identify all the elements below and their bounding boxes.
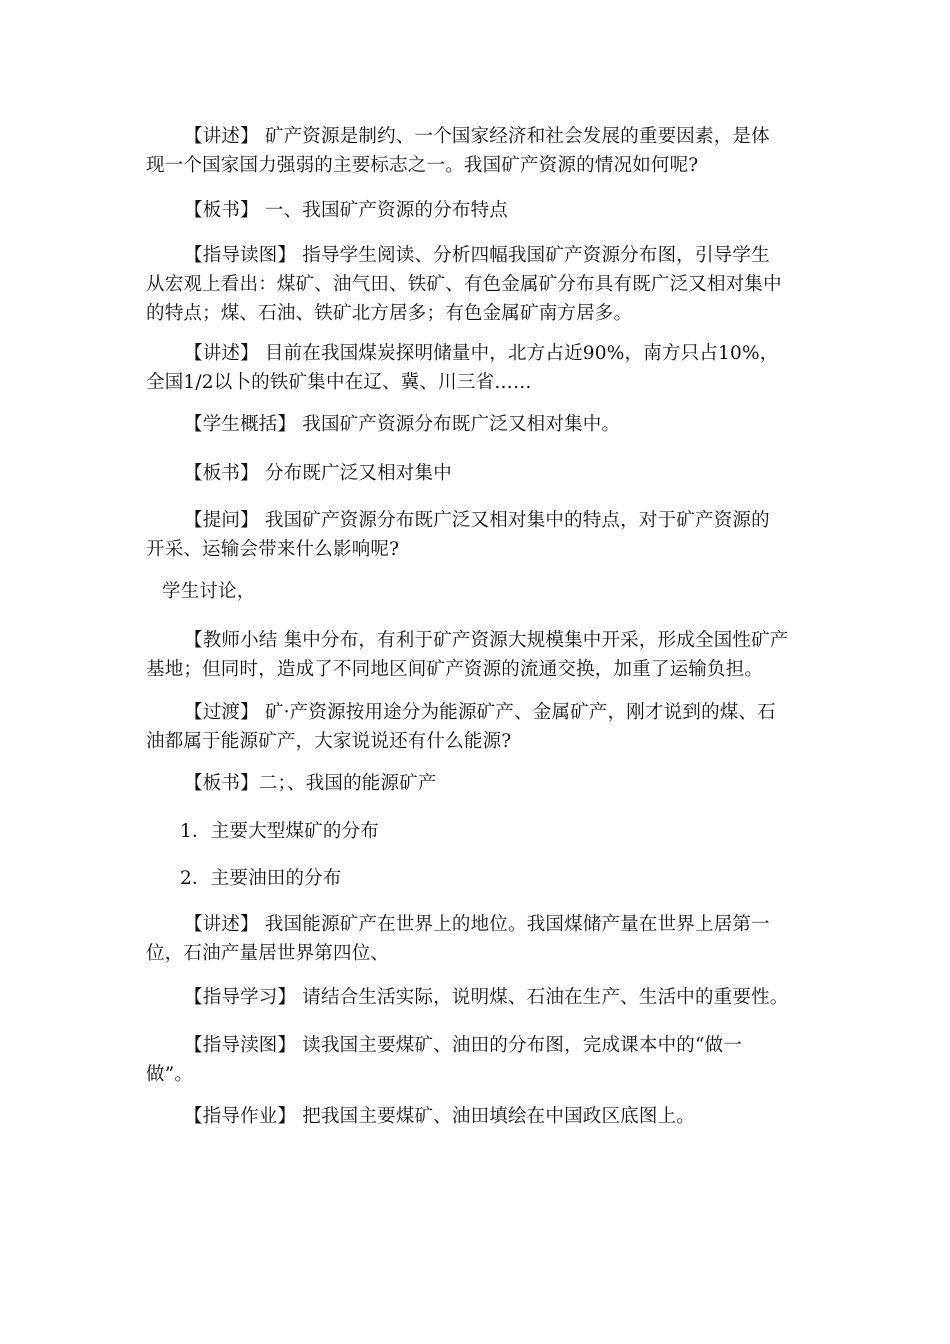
paragraph-text: 我国矿产资源分布既广泛又相对集中的特点，对于矿产资源的 — [258, 510, 770, 531]
paragraph-text: 我国矿产资源分布既广泛又相对集中。 — [296, 414, 621, 435]
paragraph-text: 做”。 — [146, 1064, 194, 1085]
paragraph-text: 矿·产资源按用途分为能源矿产、金属矿产，刚才说到的煤、石 — [258, 702, 776, 723]
paragraph-tag: 【过渡】 — [184, 702, 259, 723]
paragraph-text: 从宏观上看出：煤矿、油气田、铁矿、有色金属矿分布具有既广泛又相对集中 — [146, 274, 782, 295]
paragraph-tag: 【指导渎图】 — [184, 1035, 297, 1056]
paragraph-lecture-energy — [146, 910, 812, 968]
paragraph-text: 矿产资源是制约、一个国家经济和社会发展的重要因素，是体 — [258, 126, 770, 147]
paragraph-text: 全国1/2以卜的铁矿集中在辽、冀、川三省…… — [146, 372, 532, 393]
paragraph-text: 学生讨论， — [162, 581, 256, 602]
paragraph-text: 我国能源矿产在世界上的地位。我国煤储产量在世界上居第一 — [258, 914, 770, 935]
paragraph-tag: 【教师小结 — [184, 630, 278, 651]
paragraph-tag: 【讲述】 — [184, 343, 259, 364]
paragraph-student-discussion — [162, 577, 828, 606]
paragraph-board-2 — [146, 459, 812, 488]
paragraph-guide-reading-map-2 — [146, 1031, 812, 1089]
paragraph-text: 指导学生阅读、分析四幅我国矿产资源分布图，引导学生 — [296, 245, 770, 266]
paragraph-text: 把我国主要煤矿、油田填绘在中国政区底图上。 — [296, 1106, 695, 1127]
paragraph-guide-homework — [146, 1102, 812, 1131]
paragraph-text: 现一个国家国力强弱的主要标志之一。我国矿产资源的情况如何呢? — [146, 155, 699, 176]
paragraph-text: 分布既广泛又相对集中 — [258, 463, 452, 484]
paragraph-teacher-summary — [146, 626, 812, 684]
paragraph-question — [146, 506, 812, 564]
paragraph-tag: 【指导学习】 — [184, 987, 297, 1008]
paragraph-text: 2．主要油田的分布 — [180, 868, 342, 889]
paragraph-text: 位，石油产量居世界第四位、 — [146, 943, 390, 964]
list-item-coal-mines — [180, 817, 846, 846]
paragraph-text: 读我国主要煤矿、油田的分布图，完成课本中的“做一 — [296, 1035, 743, 1056]
paragraph-lecture-coal — [146, 339, 812, 397]
paragraph-text: 的特点；煤、石油、铁矿北方居多；有色金属矿南方居多。 — [146, 303, 633, 324]
paragraph-lecture-intro — [146, 122, 812, 180]
paragraph-board-3 — [146, 769, 812, 798]
paragraph-text: 请结合生活实际，说明煤、石油在生产、生活中的重要性。 — [296, 987, 789, 1008]
paragraph-text: 目前在我国煤炭探明储量中，北方占近90%，南方只占10%， — [258, 343, 779, 364]
paragraph-tag: 【讲述】 — [184, 914, 259, 935]
paragraph-tag: 【指导读图】 — [184, 245, 297, 266]
paragraph-board-1 — [146, 196, 812, 225]
paragraph-text: 二；、我国的能源矿产 — [258, 773, 437, 794]
paragraph-tag: 【板书】 — [184, 463, 259, 484]
paragraph-tag: 【板书】 — [184, 200, 259, 221]
paragraph-tag: 【提问】 — [184, 510, 259, 531]
paragraph-text: 集中分布，有利于矿产资源大规模集中开采，形成全国性矿产 — [277, 630, 789, 651]
paragraph-text: 开采、运输会带来什么影响呢? — [146, 539, 400, 560]
paragraph-transition — [146, 698, 812, 756]
paragraph-student-summary — [146, 410, 812, 439]
paragraph-text: 1．主要大型煤矿的分布 — [180, 821, 379, 842]
paragraph-tag: 【指导作业】 — [184, 1106, 297, 1127]
paragraph-guide-reading-map — [146, 241, 812, 328]
paragraph-tag: 【板书】 — [184, 773, 259, 794]
paragraph-text: 基地；但同时，造成了不同地区间矿产资源的流通交换，加重了运输负担。 — [146, 659, 764, 680]
paragraph-text: 油都属于能源矿产，大家说说还有什么能源? — [146, 731, 512, 752]
paragraph-guide-study — [146, 983, 812, 1012]
paragraph-tag: 【学生概括】 — [184, 414, 297, 435]
paragraph-tag: 【讲述】 — [184, 126, 259, 147]
list-item-oil-fields — [180, 864, 846, 893]
paragraph-text: 一、我国矿产资源的分布特点 — [258, 200, 508, 221]
